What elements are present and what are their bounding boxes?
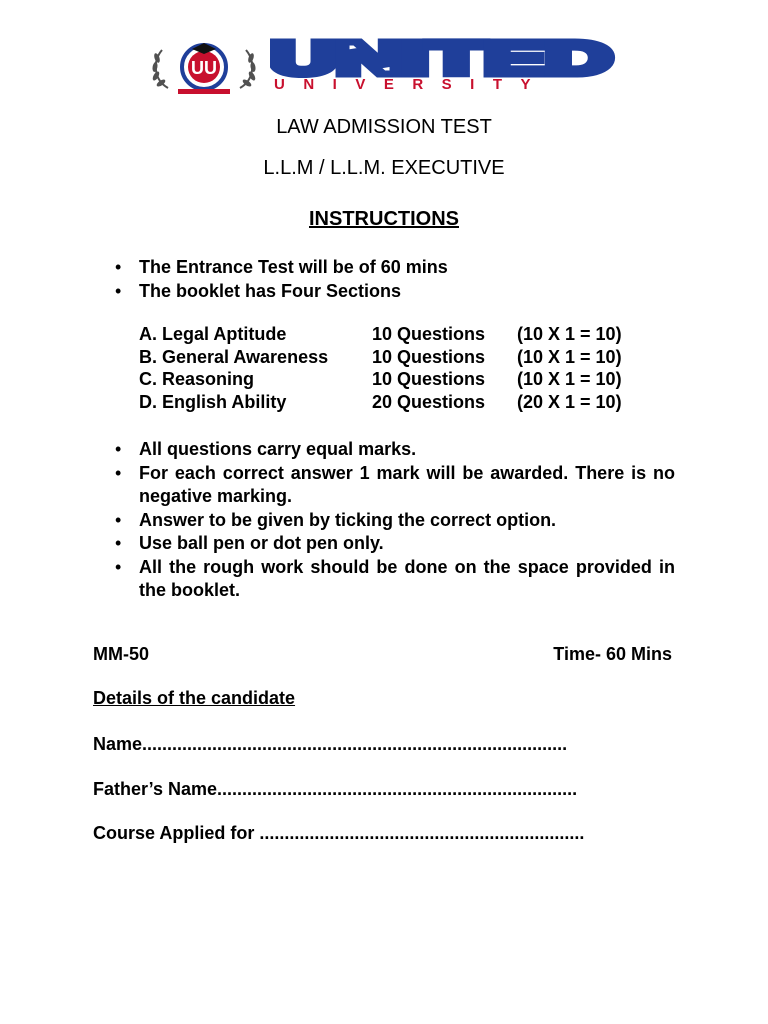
section-questions: 10 Questions	[372, 346, 486, 367]
test-title: LAW ADMISSION TEST	[276, 116, 492, 138]
section-marks: (20 X 1 = 10)	[517, 392, 622, 413]
intro-list	[110, 256, 675, 303]
father-name-field: Father’s Name........................................................................	[93, 779, 578, 799]
list-item: • All the rough work should be done on the space provided in the booklet.	[110, 556, 675, 603]
section-row	[139, 347, 659, 370]
university-logo	[148, 40, 618, 96]
instructions-heading: INSTRUCTIONS	[309, 208, 459, 230]
name-field: Name.....................................................................................	[93, 734, 568, 754]
logo-wordmark	[270, 38, 620, 78]
section-row	[139, 324, 659, 347]
sections-table	[139, 324, 659, 415]
program-title: L.L.M / L.L.M. EXECUTIVE	[263, 157, 505, 179]
logo-subtitle: UNIVERSITY	[274, 76, 550, 93]
section-marks: (10 X 1 = 10)	[517, 346, 622, 367]
list-item: • The Entrance Test will be of 60 mins	[110, 256, 675, 280]
section-questions: 10 Questions	[372, 369, 486, 390]
section-marks: (10 X 1 = 10)	[517, 369, 622, 390]
test-duration: Time- 60 Mins	[553, 644, 672, 664]
list-item: • Use ball pen or dot pen only.	[110, 532, 675, 556]
list-item: • All questions carry equal marks.	[110, 438, 675, 462]
course-field: Course Applied for .................................................................	[93, 823, 585, 843]
section-row	[139, 392, 659, 415]
section-label: B. General Awareness	[139, 346, 329, 367]
section-marks: (10 X 1 = 10)	[517, 324, 622, 344]
rules-list	[110, 438, 675, 603]
section-label: C. Reasoning	[139, 369, 255, 390]
section-label: D. English Ability	[139, 392, 287, 413]
logo-word: UNITED	[270, 38, 612, 78]
list-item: • Answer to be given by ticking the correct option.	[110, 509, 675, 533]
candidate-details-heading: Details of the candidate	[93, 688, 296, 708]
section-label: A. Legal Aptitude	[139, 324, 287, 344]
list-item: • The booklet has Four Sections	[110, 280, 675, 304]
section-questions: 20 Questions	[372, 392, 486, 413]
section-row	[139, 369, 659, 392]
max-marks: MM-50	[93, 644, 150, 664]
university-seal-icon	[148, 40, 260, 96]
section-questions: 10 Questions	[372, 324, 486, 344]
list-item: • For each correct answer 1 mark will be awarded. There is no negative marking.	[110, 462, 675, 509]
svg-text:UU: UU	[191, 58, 217, 78]
